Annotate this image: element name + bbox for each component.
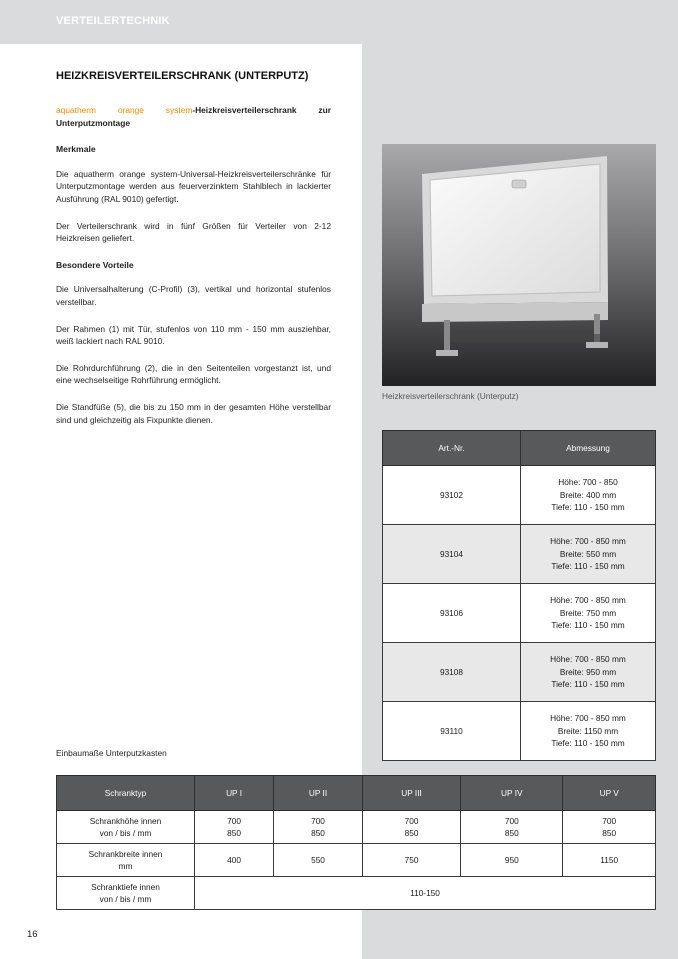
row-label-line: mm <box>118 861 133 871</box>
header-up-4: UP IV <box>461 776 563 811</box>
height-text: Höhe: 700 - 850 mm <box>550 713 626 724</box>
dimension-cell <box>521 702 656 761</box>
depth-text: Tiefe: 110 - 150 mm <box>551 679 625 690</box>
value-max: 850 <box>602 828 617 838</box>
depth-cell: 110-150 <box>195 877 656 910</box>
row-label-line: Schrankbreite innen <box>88 849 163 859</box>
size-table-header <box>57 776 656 811</box>
value-max: 850 <box>504 828 519 838</box>
photo-caption: Heizkreisverteilerschrank (Unterputz) <box>382 391 519 401</box>
width-cell: 750 <box>362 844 460 877</box>
depth-text: Tiefe: 110 - 150 mm <box>551 502 625 513</box>
width-text: Breite: 750 mm <box>559 607 617 618</box>
value-min: 700 <box>227 816 241 826</box>
value-max: 850 <box>404 828 419 838</box>
article-table <box>382 430 656 761</box>
merkmale-heading: Merkmale <box>56 144 96 155</box>
header-abmessung: Abmessung <box>521 431 656 466</box>
vorteile-paragraph-1: Die Universalhalterung (C-Profil) (3), vertikal und horizontal stufenlos verstellbar. <box>56 284 331 307</box>
width-text: Breite: 950 mm <box>559 666 617 677</box>
dimension-cell <box>521 584 656 643</box>
vorteile-paragraph-4: Die Standfüße (5), die bis zu 150 mm in der gesamten Höhe verstellbar sind und gleichzeitig als Fixpunkte dienen. <box>56 401 331 425</box>
art-number: 93104 <box>383 525 521 584</box>
header-band <box>0 0 362 44</box>
value-min: 700 <box>311 816 325 826</box>
height-cell <box>461 811 563 844</box>
vorteile-paragraph-2: Der Rahmen (1) mit Tür, stufenlos von 110 mm - 150 mm ausziehbar, weiß lackiert nach RAL 9010. <box>56 323 331 347</box>
table-row <box>383 643 656 702</box>
depth-text: Tiefe: 110 - 150 mm <box>551 561 625 572</box>
table-row-width <box>57 844 656 877</box>
width-cell: 550 <box>274 844 363 877</box>
page-number: 16 <box>27 929 38 940</box>
height-text: Höhe: 700 - 850 <box>558 477 618 488</box>
height-text: Höhe: 700 - 850 mm <box>550 536 626 547</box>
installation-dimensions-label: Einbaumaße Unterputzkasten <box>56 748 167 758</box>
dimension-cell <box>521 466 656 525</box>
width-cell: 1150 <box>563 844 656 877</box>
header-up-3: UP III <box>362 776 460 811</box>
row-label-line: von / bis / mm <box>99 894 152 904</box>
height-cell <box>563 811 656 844</box>
art-number: 93106 <box>383 584 521 643</box>
header-up-5: UP V <box>563 776 656 811</box>
height-text: Höhe: 700 - 850 mm <box>550 654 626 665</box>
width-text: Breite: 400 mm <box>559 489 617 500</box>
table-row <box>383 466 656 525</box>
header-up-1: UP I <box>195 776 274 811</box>
text-column <box>56 104 331 440</box>
table-row-height <box>57 811 656 844</box>
header-schranktyp: Schranktyp <box>57 776 195 811</box>
dimension-cell <box>521 643 656 702</box>
header-up-2: UP II <box>274 776 363 811</box>
merkmale-paragraph-1: Die aquatherm orange system-Universal-Heizkreisverteilerschränke für Unterputzmontage werden aus feuerverzinktem Stahlblech in lackierter Ausführung (RAL 9010) gefertigt. <box>56 168 331 204</box>
cabinet-illustration <box>382 144 656 386</box>
art-number: 93108 <box>383 643 521 702</box>
lead-paragraph <box>56 104 331 129</box>
width-cell: 400 <box>195 844 274 877</box>
installation-size-table <box>56 775 656 910</box>
width-text: Breite: 550 mm <box>559 548 617 559</box>
value-max: 850 <box>311 828 325 838</box>
row-label <box>57 844 195 877</box>
merkmale-paragraph-2: Der Verteilerschrank wird in fünf Größen für Verteiler von 2-12 Heizkreisen geliefert. <box>56 220 331 244</box>
height-cell <box>195 811 274 844</box>
depth-text: Tiefe: 110 - 150 mm <box>551 620 625 631</box>
row-label <box>57 877 195 910</box>
header-art-nr: Art.-Nr. <box>383 431 521 466</box>
table-row <box>383 525 656 584</box>
section-tag: VERTEILERTECHNIK <box>56 15 170 27</box>
row-label <box>57 811 195 844</box>
row-label-line: Schranktiefe innen <box>91 882 160 892</box>
art-number: 93110 <box>383 702 521 761</box>
width-text: Breite: 1150 mm <box>557 725 619 736</box>
page-title: HEIZKREISVERTEILERSCHRANK (UNTERPUTZ) <box>56 70 309 82</box>
article-table-header <box>383 431 656 466</box>
row-label-line: Schrankhöhe innen <box>89 816 162 826</box>
row-label-line: von / bis / mm <box>99 828 152 838</box>
table-row-depth <box>57 877 656 910</box>
height-cell <box>362 811 460 844</box>
product-photo <box>382 144 656 386</box>
art-number: 93102 <box>383 466 521 525</box>
value-min: 700 <box>504 816 519 826</box>
height-cell <box>274 811 363 844</box>
table-row <box>383 584 656 643</box>
value-min: 700 <box>404 816 419 826</box>
table-row <box>383 702 656 761</box>
dimension-cell <box>521 525 656 584</box>
value-min: 700 <box>602 816 617 826</box>
depth-text: Tiefe: 110 - 150 mm <box>551 738 625 749</box>
value-max: 850 <box>227 828 241 838</box>
vorteile-paragraph-3: Die Rohrdurchführung (2), die in den Seitenteilen vorgestanzt ist, und eine wechselseitige Rohrführung ermöglicht. <box>56 362 331 386</box>
vorteile-heading: Besondere Vorteile <box>56 259 134 270</box>
lead-text: -Heizkreisverteilerschrank zur Unterputzmontage <box>56 105 331 128</box>
brand-name: aquatherm orange system <box>56 105 193 115</box>
width-cell: 950 <box>461 844 563 877</box>
height-text: Höhe: 700 - 850 mm <box>550 595 626 606</box>
